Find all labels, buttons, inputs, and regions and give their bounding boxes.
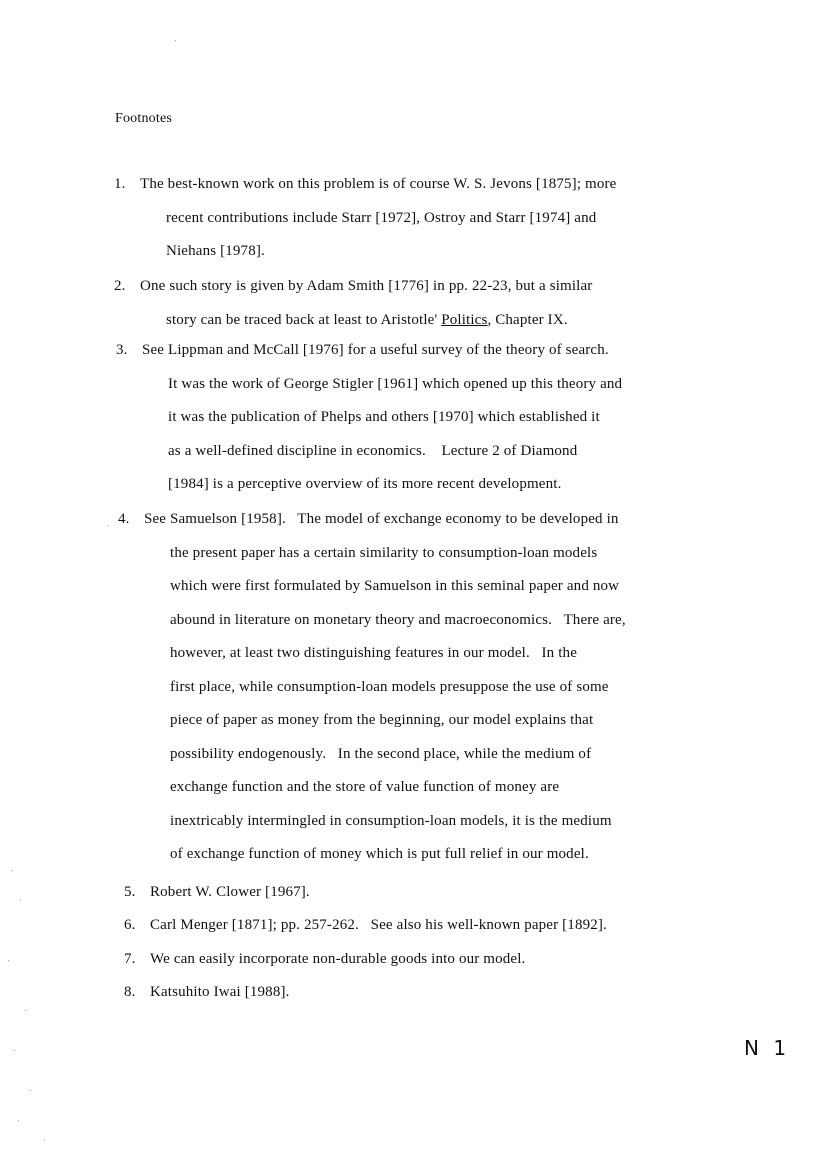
footnote-line xyxy=(124,876,794,910)
footnote-line xyxy=(124,909,794,943)
footnote-number: 7. xyxy=(124,951,136,967)
footnote-line xyxy=(114,270,784,304)
footnote-text: possibility endogenously. In the second place, while the medium of xyxy=(170,745,592,762)
footnote-text: Niehans [1978]. xyxy=(166,243,265,259)
footnote-text: recent contributions include Starr [1972], Ostroy and Starr [1974] and xyxy=(166,209,597,226)
footnote-6 xyxy=(124,909,794,943)
footnote-text: exchange function and the store of value function of money are xyxy=(170,779,560,795)
footnote-text: however, at least two distinguishing features in our model. In the xyxy=(170,645,578,661)
footnote-text: Carl Menger [1871]; pp. 257-262. See also his well-known paper [1892]. xyxy=(150,917,607,933)
footnote-text: , Chapter IX. xyxy=(487,311,568,328)
footnote-text: which were first formulated by Samuelson in this seminal paper and now xyxy=(170,578,620,594)
footnote-text: piece of paper as money from the beginning, our model explains that xyxy=(170,712,594,728)
footnote-line xyxy=(114,168,784,202)
footnote-text: Robert W. Clower [1967]. xyxy=(150,884,310,900)
footnote-text: One such story is given by Adam Smith [1776] in pp. 22-23, but a similar xyxy=(140,278,593,294)
footnote-text: The best-known work on this problem is of course W. S. Jevons [1875]; more xyxy=(140,176,617,192)
footnote-1 xyxy=(114,168,784,269)
footnote-number: 8. xyxy=(124,984,136,1000)
footnote-text: story can be traced back at least to Aristotle' xyxy=(166,311,442,328)
footnote-text: it was the publication of Phelps and others [1970] which established it xyxy=(168,409,600,425)
footnote-line xyxy=(118,503,788,537)
footnote-number: 1. xyxy=(114,176,126,192)
footnote-text: abound in literature on monetary theory and macroeconomics. There are, xyxy=(170,611,626,628)
page-number-mark: N 1 xyxy=(744,1036,791,1060)
footnote-text: It was the work of George Stigler [1961] which opened up this theory and xyxy=(168,375,623,392)
footnote-8 xyxy=(124,976,794,1010)
footnote-text: Katsuhito Iwai [1988]. xyxy=(150,984,290,1000)
footnote-text: [1984] is a perceptive overview of its more recent development. xyxy=(168,476,562,492)
footnote-number: 3. xyxy=(116,342,128,358)
footnote-text: as a well-defined discipline in economics. Lecture 2 of Diamond xyxy=(168,442,578,459)
footnote-text: See Lippman and McCall [1976] for a useful survey of the theory of search. xyxy=(142,342,609,358)
footnote-number: 6. xyxy=(124,917,136,933)
footnote-text: See Samuelson [1958]. The model of exchange economy to be developed in xyxy=(144,511,619,527)
footnote-line xyxy=(114,304,784,338)
book-title-politics: Politics xyxy=(441,311,488,328)
footnote-line xyxy=(124,943,794,977)
footnote-text: We can easily incorporate non-durable goods into our model. xyxy=(150,951,526,967)
footnote-number: 2. xyxy=(114,278,126,294)
footnote-text: the present paper has a certain similarity to consumption-loan models xyxy=(170,544,598,561)
footnote-4 xyxy=(118,503,788,872)
footnote-number: 5. xyxy=(124,884,136,900)
footnote-line xyxy=(116,334,786,368)
footnote-5 xyxy=(124,876,794,910)
footnote-text: first place, while consumption-loan models presuppose the use of some xyxy=(170,678,609,695)
footnote-line xyxy=(124,976,794,1010)
footnote-text: inextricably intermingled in consumption-loan models, it is the medium xyxy=(170,812,612,829)
footnote-text: of exchange function of money which is put full relief in our model. xyxy=(170,846,589,862)
footnote-7 xyxy=(124,943,794,977)
footnote-3 xyxy=(116,334,786,502)
footnote-number: 4. xyxy=(118,511,130,527)
footnote-2 xyxy=(114,270,784,337)
footnotes-heading: Footnotes xyxy=(115,111,173,126)
